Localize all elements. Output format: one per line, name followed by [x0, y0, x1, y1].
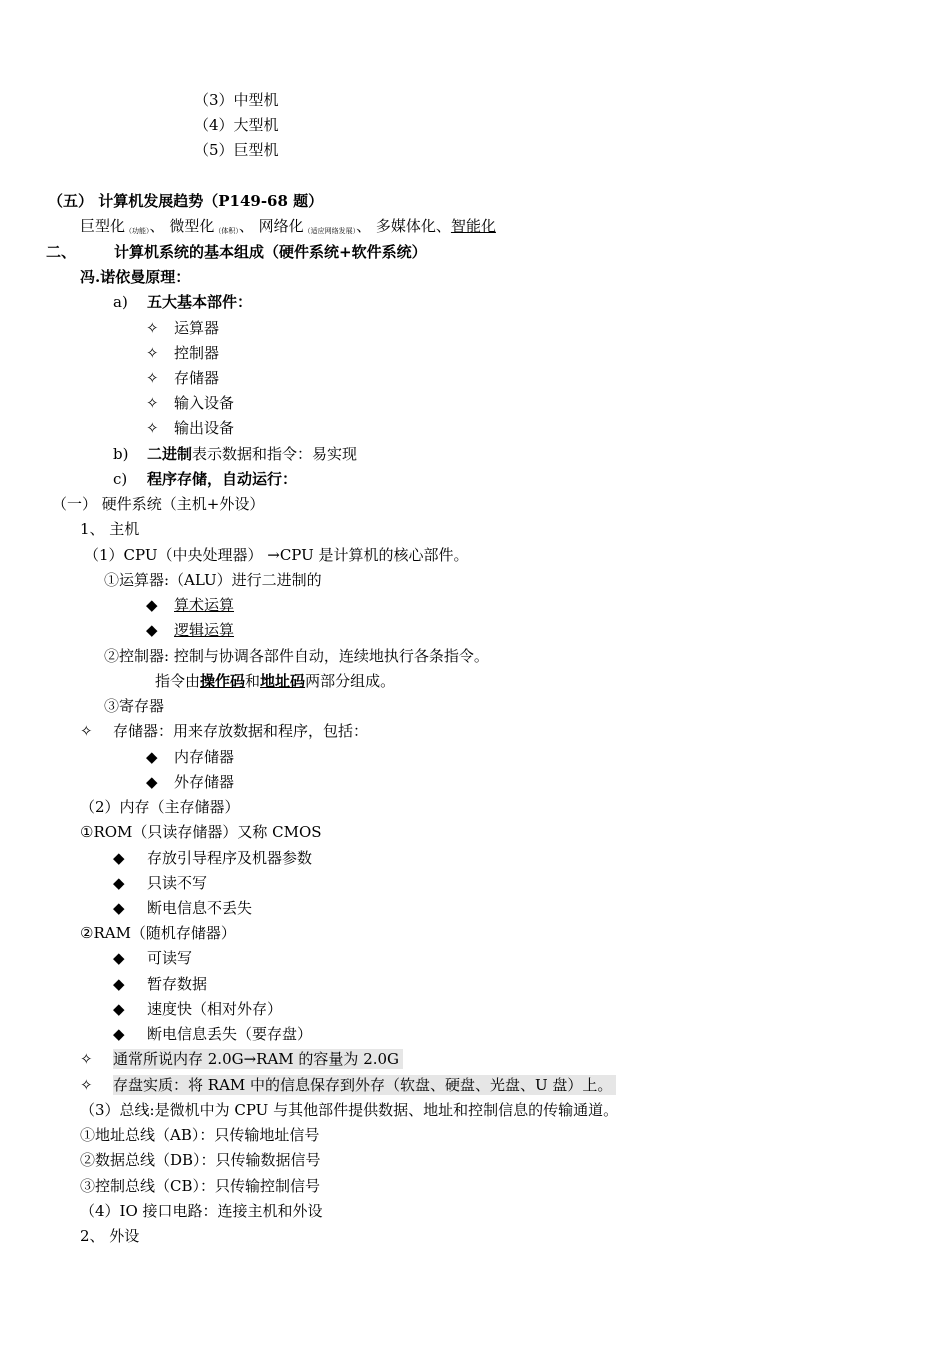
trend-multimedia: 多媒体化、: [375, 217, 451, 235]
hollow-diamond-icon: ✧: [80, 722, 93, 740]
part-label: 输出设备: [174, 419, 235, 437]
alu-item: [146, 620, 234, 640]
solid-diamond-icon: ◆: [113, 849, 125, 867]
trend-giant-note: （功能）: [125, 227, 150, 235]
hollow-diamond-icon: ✧: [146, 369, 159, 387]
ram-heading: ②RAM（随机存储器）: [80, 924, 236, 942]
ram-item: [113, 974, 207, 994]
ram-item-label: 暂存数据: [147, 975, 208, 993]
rom-item: [113, 873, 207, 893]
solid-diamond-icon: ◆: [113, 949, 125, 967]
part-label: 运算器: [174, 319, 220, 337]
storage-item-label: 外存储器: [174, 773, 235, 791]
bus-item: ①地址总线（AB）：只传输地址信号: [80, 1126, 320, 1144]
instr-and: 和: [245, 672, 261, 690]
note-save-essence: [80, 1075, 616, 1095]
section-title: 计算机系统的基本组成（硬件系统+软件系统）: [114, 243, 427, 261]
part-label: 存储器: [174, 369, 220, 387]
section-number: 二、: [46, 243, 77, 261]
trend-micro: 微型化: [169, 217, 215, 235]
trend-giant: 巨型化: [80, 217, 126, 235]
solid-diamond-icon: ◆: [146, 773, 158, 791]
peripheral-heading: 2、 外设: [80, 1227, 140, 1245]
trend-heading: （五） 计算机发展趋势（P149-68 题）: [48, 192, 324, 210]
solid-diamond-icon: ◆: [113, 874, 125, 892]
hollow-diamond-icon: ✧: [146, 319, 159, 337]
host-heading: 1、 主机: [80, 520, 140, 538]
bus-item: ②数据总线（DB）：只传输数据信号: [80, 1151, 321, 1169]
hollow-diamond-icon: ✧: [146, 344, 159, 362]
trend-line: [80, 216, 496, 241]
alu-item-label: 算术运算: [174, 596, 235, 614]
instr-pre: 指令由: [155, 672, 201, 690]
trend-micro-note: （体积）: [214, 227, 239, 235]
storage-item: [146, 772, 234, 792]
hollow-diamond-icon: ✧: [80, 1076, 93, 1094]
bus-line: （3）总线:是微机中为 CPU 与其他部件提供数据、地址和控制信息的传输通道。: [80, 1101, 619, 1119]
hollow-diamond-icon: ✧: [80, 1050, 93, 1068]
rom-item: [113, 898, 252, 918]
list-item-midrange: （3）中型机: [194, 91, 279, 109]
hardware-heading: （一） 硬件系统（主机+外设）: [52, 495, 265, 513]
instr-post: 两部分组成。: [305, 672, 396, 690]
list-item-mainframe: （4）大型机: [194, 116, 279, 134]
note-memory-capacity: [80, 1049, 403, 1069]
hollow-diamond-icon: ✧: [146, 394, 159, 412]
alu-item: [146, 595, 234, 615]
part-item: [146, 343, 219, 363]
trend-intelligent: 智能化: [450, 217, 496, 235]
ram-item-label: 可读写: [147, 949, 193, 967]
list-item-supercomputer: （5）巨型机: [194, 141, 279, 159]
alu-line: ①运算器:（ALU）进行二进制的: [104, 571, 322, 589]
memory-heading: （2）内存（主存储器）: [80, 798, 240, 816]
controller-line: ②控制器: 控制与协调各部件自动，连续地执行各条指令。: [104, 647, 489, 665]
storage-item-label: 内存储器: [174, 748, 235, 766]
solid-diamond-icon: ◆: [146, 621, 158, 639]
item-c-text: 程序存储，自动运行：: [147, 470, 298, 488]
trend-network: 网络化: [258, 217, 304, 235]
rom-item-label: 断电信息不丢失: [147, 899, 253, 917]
binary-term: 二进制: [147, 445, 193, 463]
separator: 、: [238, 217, 254, 235]
solid-diamond-icon: ◆: [146, 596, 158, 614]
io-line: （4）IO 接口电路：连接主机和外设: [80, 1202, 323, 1220]
hollow-diamond-icon: ✧: [146, 419, 159, 437]
ram-item: [113, 999, 282, 1019]
storage-line: [80, 721, 368, 741]
cpu-line: （1）CPU（中央处理器） →CPU 是计算机的核心部件。: [84, 546, 469, 564]
instruction-line: [155, 671, 395, 691]
item-a-label: a): [113, 293, 128, 311]
storage-item: [146, 747, 234, 767]
part-item: [146, 418, 234, 438]
separator: 、: [149, 217, 165, 235]
part-item: [146, 368, 219, 388]
separator: 、: [356, 217, 376, 235]
rom-item: [113, 848, 312, 868]
rom-item-label: 存放引导程序及机器参数: [147, 849, 313, 867]
part-label: 输入设备: [174, 394, 235, 412]
bus-item: ③控制总线（CB）：只传输控制信号: [80, 1177, 321, 1195]
part-item: [146, 393, 234, 413]
item-a-text: 五大基本部件：: [147, 293, 253, 311]
ram-item-label: 断电信息丢失（要存盘）: [147, 1025, 313, 1043]
trend-network-note: （适应网络发展）: [303, 227, 357, 235]
address-code-term: 地址码: [260, 672, 306, 690]
von-neumann-heading: 冯.诺依曼原理：: [80, 268, 191, 286]
note-text: 通常所说内存 2.0G→RAM 的容量为 2.0G: [113, 1049, 403, 1069]
item-b-label: b): [113, 445, 129, 463]
item-c-label: c): [113, 470, 128, 488]
note-text: 存盘实质：将 RAM 中的信息保存到外存（软盘、硬盘、光盘、U 盘）上。: [113, 1075, 616, 1095]
part-item: [146, 318, 219, 338]
solid-diamond-icon: ◆: [113, 1000, 125, 1018]
opcode-term: 操作码: [200, 672, 246, 690]
rom-item-label: 只读不写: [147, 874, 208, 892]
ram-item: [113, 1024, 312, 1044]
solid-diamond-icon: ◆: [113, 1025, 125, 1043]
binary-desc: 表示数据和指令：易实现: [192, 445, 358, 463]
ram-item-label: 速度快（相对外存）: [147, 1000, 283, 1018]
alu-item-label: 逻辑运算: [174, 621, 235, 639]
solid-diamond-icon: ◆: [113, 975, 125, 993]
part-label: 控制器: [174, 344, 220, 362]
ram-item: [113, 948, 192, 968]
item-b-text: [147, 444, 357, 464]
storage-text: 存储器：用来存放数据和程序，包括：: [113, 722, 369, 740]
rom-heading: ①ROM（只读存储器）又称 CMOS: [80, 823, 322, 841]
register-line: ③寄存器: [104, 697, 165, 715]
solid-diamond-icon: ◆: [146, 748, 158, 766]
solid-diamond-icon: ◆: [113, 899, 125, 917]
